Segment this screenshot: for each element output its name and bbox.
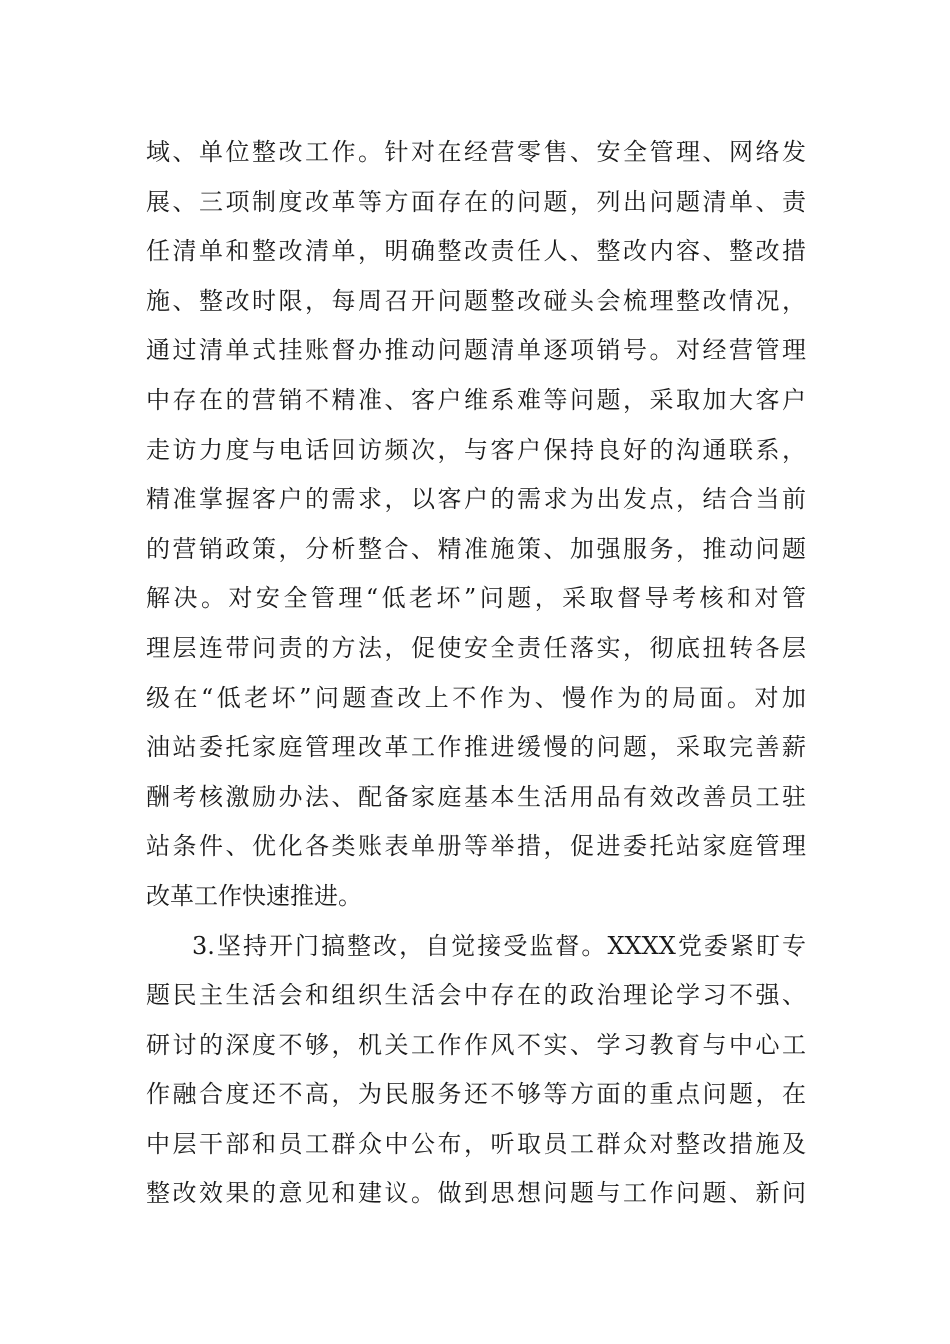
text-line: 油站委托家庭管理改革工作推进缓慢的问题，采取完善薪 bbox=[146, 733, 806, 762]
text-line: 站条件、优化各类账表单册等举措，促进委托站家庭管理 bbox=[146, 832, 806, 861]
text-line: 施、整改时限，每周召开问题整改碰头会梳理整改情况， bbox=[146, 286, 806, 315]
text-line: 中层干部和员工群众中公布，听取员工群众对整改措施及 bbox=[146, 1129, 806, 1158]
body-text bbox=[146, 128, 806, 1219]
text-line: 研讨的深度不够，机关工作作风不实、学习教育与中心工 bbox=[146, 1030, 806, 1059]
text-line: 理层连带问责的方法，促使安全责任落实，彻底扭转各层 bbox=[146, 633, 806, 662]
text-line: 酬考核激励办法、配备家庭基本生活用品有效改善员工驻 bbox=[146, 782, 806, 811]
text-line: 整改效果的意见和建议。做到思想问题与工作问题、新问 bbox=[146, 1179, 806, 1208]
text-line: 级在“低老坏”问题查改上不作为、慢作为的局面。对加 bbox=[146, 683, 806, 712]
paragraph-first-line: 3.坚持开门搞整改，自觉接受监督。XXXX党委紧盯专 bbox=[192, 931, 806, 960]
paragraph-last-line: 改革工作快速推进。 bbox=[146, 881, 362, 910]
text-line: 通过清单式挂账督办推动问题清单逐项销号。对经营管理 bbox=[146, 336, 806, 365]
text-line: 走访力度与电话回访频次，与客户保持良好的沟通联系， bbox=[146, 435, 806, 464]
text-line: 精准掌握客户的需求，以客户的需求为出发点，结合当前 bbox=[146, 485, 806, 514]
text-line: 展、三项制度改革等方面存在的问题，列出问题清单、责 bbox=[146, 187, 806, 216]
text-line: 解决。对安全管理“低老坏”问题，采取督导考核和对管 bbox=[146, 584, 806, 613]
text-line: 域、单位整改工作。针对在经营零售、安全管理、网络发 bbox=[146, 138, 806, 166]
text-line: 任清单和整改清单，明确整改责任人、整改内容、整改措 bbox=[146, 237, 806, 266]
text-line: 的营销政策，分析整合、精准施策、加强服务，推动问题 bbox=[146, 534, 806, 563]
text-line: 作融合度还不高，为民服务还不够等方面的重点问题，在 bbox=[146, 1080, 806, 1109]
text-line: 中存在的营销不精准、客户维系难等问题，采取加大客户 bbox=[146, 385, 806, 414]
text-line: 题民主生活会和组织生活会中存在的政治理论学习不强、 bbox=[146, 981, 806, 1010]
